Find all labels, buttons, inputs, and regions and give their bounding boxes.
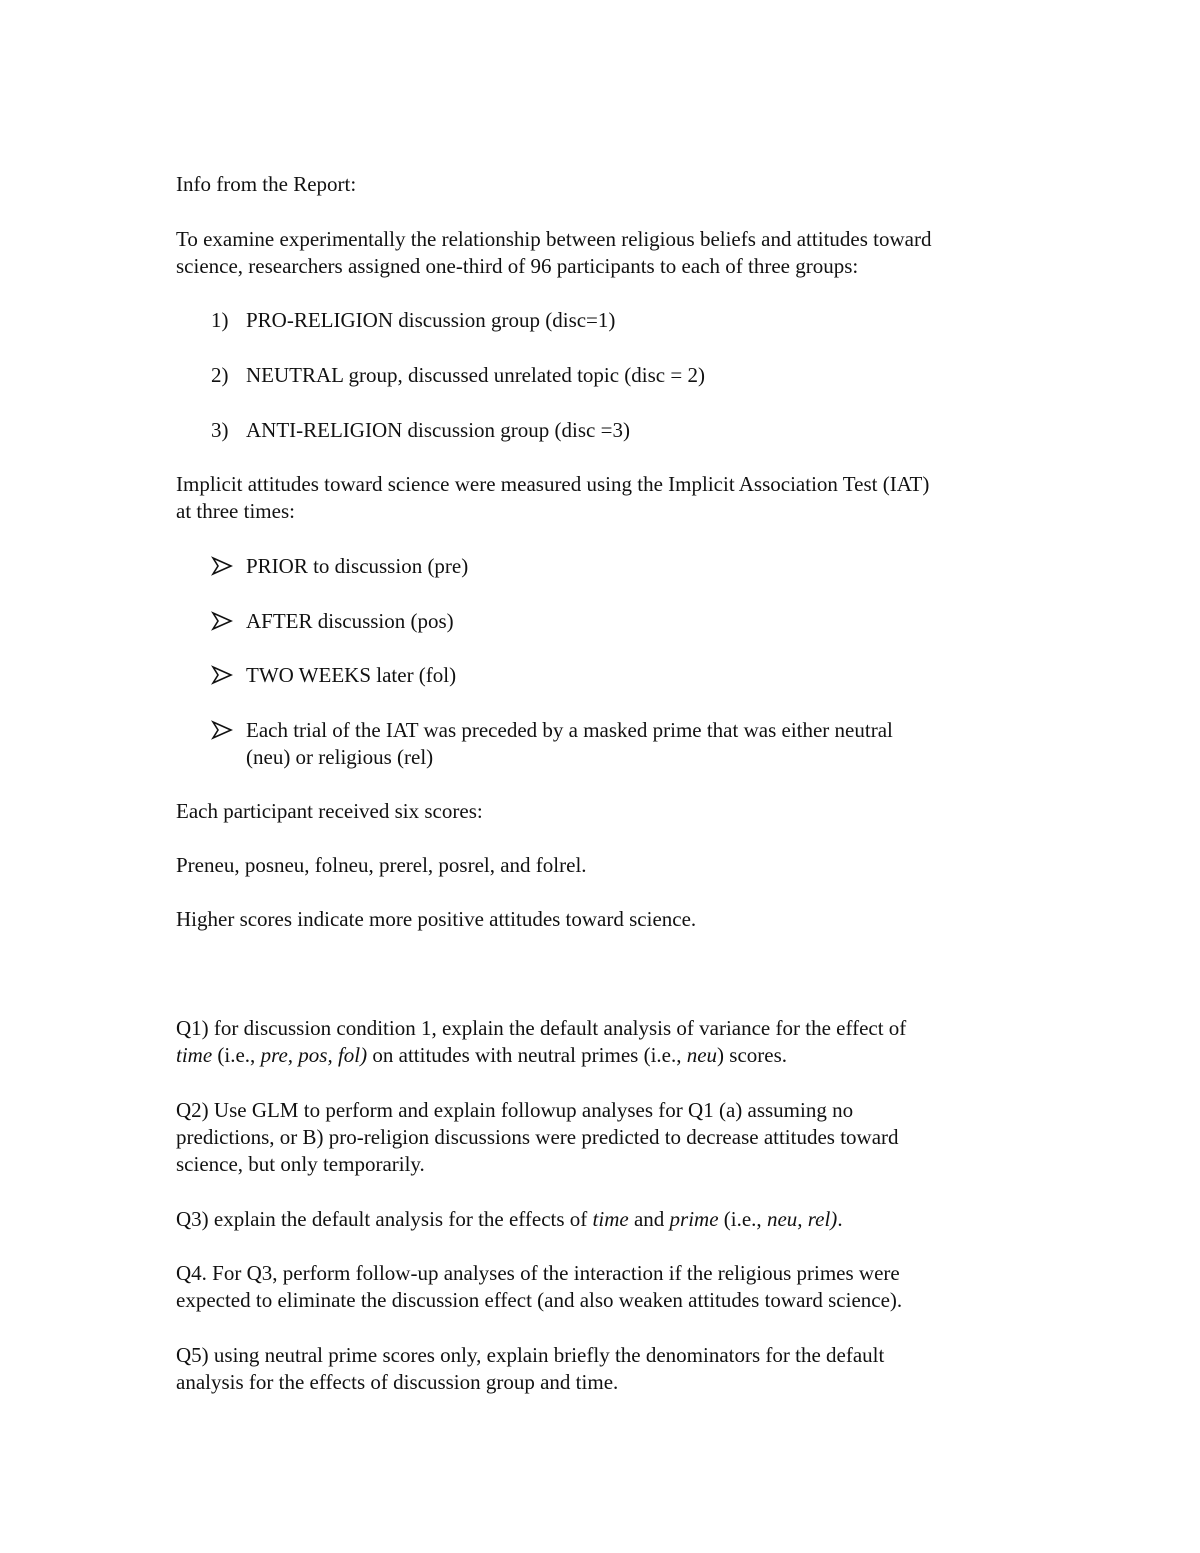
question-5-line-1: Q5) using neutral prime scores only, explain briefly the denominators for the default bbox=[176, 1343, 885, 1367]
arrowhead-bullet-icon bbox=[211, 556, 233, 576]
document-heading: Info from the Report: bbox=[176, 172, 357, 196]
italic-term-times: pre, pos, fol) bbox=[260, 1043, 368, 1067]
italic-term-time: time bbox=[176, 1043, 213, 1067]
scores-list: Preneu, posneu, folneu, prerel, posrel, and folrel. bbox=[176, 853, 587, 877]
question-1-line-2: time (i.e., pre, pos, fol) on attitudes with neutral primes (i.e., neu) scores. bbox=[176, 1043, 788, 1067]
intro-line-1: To examine experimentally the relationship between religious beliefs and attitudes toward bbox=[176, 227, 932, 251]
prime-item-line-1: Each trial of the IAT was preceded by a masked prime that was either neutral bbox=[246, 718, 893, 742]
scores-intro: Each participant received six scores: bbox=[176, 799, 483, 823]
group-3-text: ANTI-RELIGION discussion group (disc =3) bbox=[246, 418, 630, 442]
italic-term-primes: neu, rel) bbox=[766, 1207, 838, 1231]
group-2-text: NEUTRAL group, discussed unrelated topic (disc = 2) bbox=[246, 363, 705, 387]
prime-item-line-2: (neu) or religious (rel) bbox=[246, 745, 434, 769]
question-2-line-1: Q2) Use GLM to perform and explain followup analyses for Q1 (a) assuming no bbox=[176, 1098, 854, 1122]
time-item-fol: TWO WEEKS later (fol) bbox=[246, 663, 457, 687]
group-2-number: 2) bbox=[211, 363, 229, 387]
arrowhead-bullet-icon bbox=[211, 720, 233, 740]
intro-line-2: science, researchers assigned one-third of 96 participants to each of three groups: bbox=[176, 254, 859, 278]
iat-intro-line-2: at three times: bbox=[176, 499, 295, 523]
italic-term-time: time bbox=[592, 1207, 629, 1231]
higher-scores-note: Higher scores indicate more positive attitudes toward science. bbox=[176, 907, 697, 931]
question-4-line-1: Q4. For Q3, perform follow-up analyses of the interaction if the religious primes were bbox=[176, 1261, 900, 1285]
group-3-number: 3) bbox=[211, 418, 229, 442]
group-1-text: PRO-RELIGION discussion group (disc=1) bbox=[246, 308, 616, 332]
question-4-line-2: expected to eliminate the discussion effect (and also weaken attitudes toward science). bbox=[176, 1288, 903, 1312]
question-2-line-2: predictions, or B) pro-religion discussions were predicted to decrease attitudes toward bbox=[176, 1125, 899, 1149]
time-item-pre: PRIOR to discussion (pre) bbox=[246, 554, 469, 578]
group-1-number: 1) bbox=[211, 308, 229, 332]
italic-term-neu: neu bbox=[686, 1043, 718, 1067]
arrowhead-bullet-icon bbox=[211, 665, 233, 685]
question-1-line-1: Q1) for discussion condition 1, explain the default analysis of variance for the effect of bbox=[176, 1016, 907, 1040]
question-5-line-2: analysis for the effects of discussion group and time. bbox=[176, 1370, 619, 1394]
time-item-pos: AFTER discussion (pos) bbox=[246, 609, 454, 633]
arrowhead-bullet-icon bbox=[211, 611, 233, 631]
question-3: Q3) explain the default analysis for the effects of time and prime (i.e., neu, rel). bbox=[176, 1207, 843, 1231]
italic-term-prime: prime bbox=[669, 1207, 719, 1231]
iat-intro-line-1: Implicit attitudes toward science were measured using the Implicit Association Test (IAT) bbox=[176, 472, 930, 496]
question-2-line-3: science, but only temporarily. bbox=[176, 1152, 425, 1176]
